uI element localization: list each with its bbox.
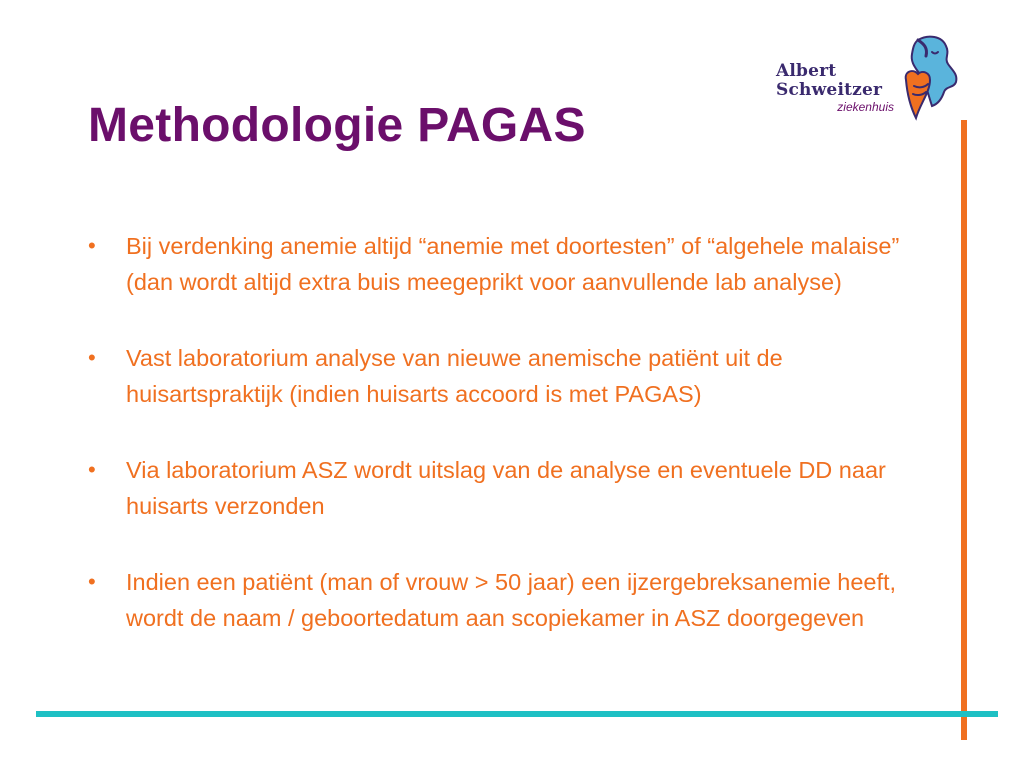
bullet-item <box>84 452 944 524</box>
logo-line-1: Albert <box>776 61 837 81</box>
slide-title: Methodologie PAGAS <box>88 99 586 152</box>
bullet-item <box>84 564 944 636</box>
bullet-item <box>84 340 944 412</box>
bullet-text: Bij verdenking anemie altijd “anemie met doortesten” of “algehele malaise” (dan wordt altijd extra buis meegeprikt voor aanvullende lab analyse) <box>126 233 900 295</box>
bullet-marker: • <box>88 233 96 258</box>
logo-wordmark <box>776 62 906 114</box>
logo-line-3: ziekenhuis <box>837 100 894 114</box>
bullet-marker: • <box>88 457 96 482</box>
bullet-item <box>84 228 944 300</box>
logo-emblem-icon <box>898 34 964 122</box>
bullet-marker: • <box>88 569 96 594</box>
bullet-text: Vast laboratorium analyse van nieuwe anemische patiënt uit de huisartspraktijk (indien huisarts accoord is met PAGAS) <box>126 345 783 407</box>
vertical-accent-rule <box>961 120 967 740</box>
bullet-text: Indien een patiënt (man of vrouw > 50 jaar) een ijzergebreksanemie heeft, wordt de naam / geboortedatum aan scopiekamer in ASZ doorgegeven <box>126 569 897 631</box>
horizontal-accent-rule <box>36 711 998 717</box>
bullet-marker: • <box>88 345 96 370</box>
hospital-logo <box>776 34 966 124</box>
logo-line-2: Schweitzer <box>776 80 883 100</box>
bullet-text: Via laboratorium ASZ wordt uitslag van de analyse en eventuele DD naar huisarts verzonden <box>126 457 886 519</box>
bullet-list <box>84 228 944 636</box>
